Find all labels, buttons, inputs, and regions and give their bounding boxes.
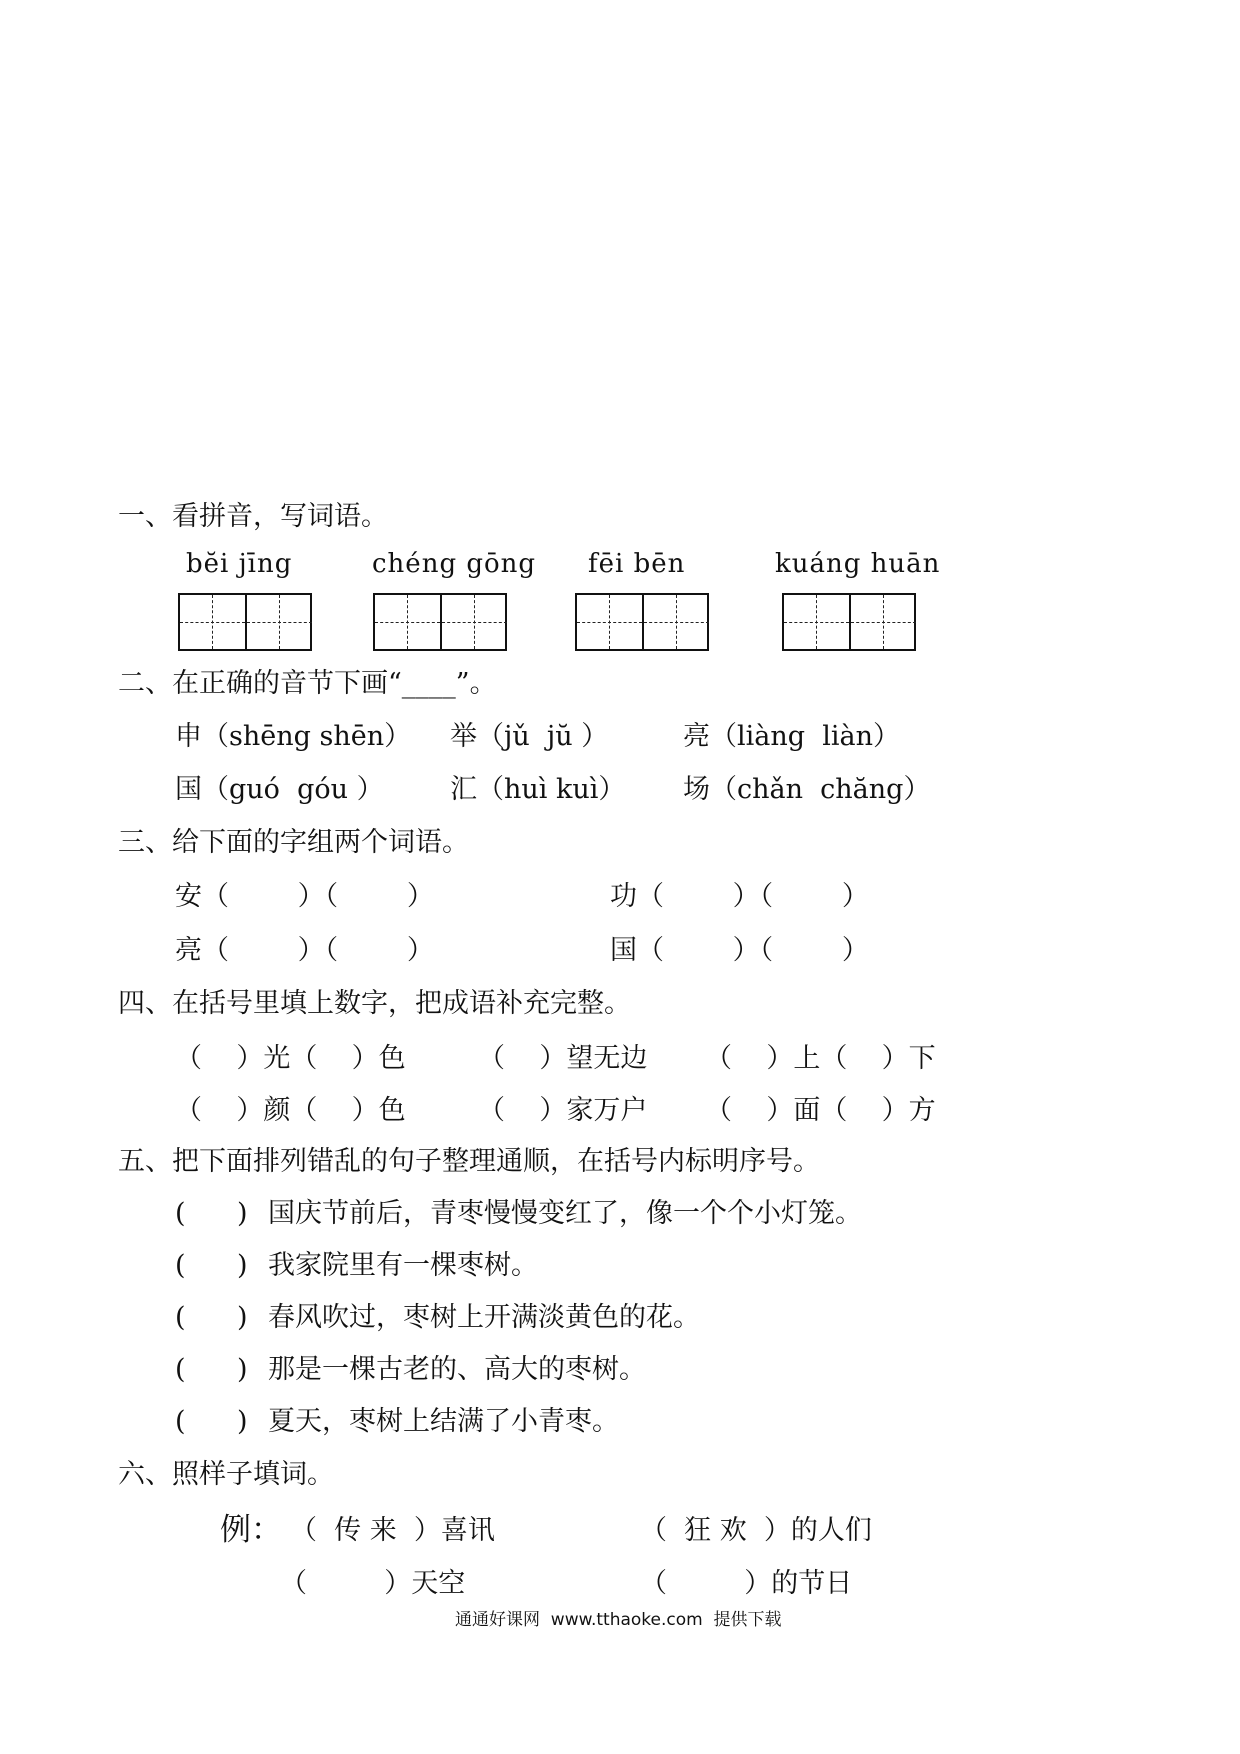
q4-item[interactable]: （ ）上（ ）下: [705, 1043, 936, 1074]
pinyin-3: fēi bēn: [588, 549, 686, 579]
example-2: （ 狂 欢 ）的人们: [640, 1515, 872, 1546]
q2-item: 举（jǔ jŭ ）: [450, 721, 609, 752]
footer-credit: 通通好课网 www.tthaoke.com 提供下载: [455, 1610, 782, 1630]
blank-2[interactable]: （ ）的节日: [640, 1568, 853, 1599]
tianzige-grid-4[interactable]: [782, 593, 916, 651]
pinyin-2: chéng gōng: [372, 549, 537, 579]
tianzige-grid-3[interactable]: [575, 593, 709, 651]
q1-title: 一、看拼音，写词语。: [118, 501, 388, 532]
tianzige-grid-2[interactable]: [373, 593, 507, 651]
q5-order-paren[interactable]: ( ): [175, 1250, 248, 1281]
q2-title: 二、在正确的音节下画“____”。: [118, 668, 497, 699]
q6-title: 六、照样子填词。: [118, 1459, 334, 1490]
pinyin-1: bĕi jīng: [186, 549, 293, 579]
q4-item[interactable]: （ ）面（ ）方: [705, 1095, 936, 1126]
q4-item[interactable]: （ ）颜（ ）色: [175, 1095, 406, 1126]
q5-order-paren[interactable]: ( ): [175, 1406, 248, 1437]
q5-order-paren[interactable]: ( ): [175, 1198, 248, 1229]
q4-item[interactable]: （ ）望无边: [478, 1043, 648, 1074]
q4-item[interactable]: （ ）光（ ）色: [175, 1043, 406, 1074]
q5-sentence: 春风吹过，枣树上开满淡黄色的花。: [268, 1302, 700, 1333]
q5-sentence: 国庆节前后，青枣慢慢变红了，像一个个小灯笼。: [268, 1198, 862, 1229]
q2-item: 汇（huì kuì）: [450, 774, 626, 805]
q3-item[interactable]: 功（ ）（ ）: [610, 881, 869, 912]
pinyin-4: kuáng huān: [775, 549, 941, 579]
q2-item: 亮（liàng liàn）: [683, 721, 900, 752]
q5-sentence: 那是一棵古老的、高大的枣树。: [268, 1354, 646, 1385]
q3-item[interactable]: 安（ ）（ ）: [175, 881, 434, 912]
q3-item[interactable]: 亮（ ）（ ）: [175, 935, 434, 966]
q5-sentence: 我家院里有一棵枣树。: [268, 1250, 538, 1281]
q2-item: 场（chǎn chăng）: [683, 774, 931, 805]
q5-order-paren[interactable]: ( ): [175, 1302, 248, 1333]
q4-title: 四、在括号里填上数字，把成语补充完整。: [118, 988, 631, 1019]
q5-order-paren[interactable]: ( ): [175, 1354, 248, 1385]
q3-item[interactable]: 国（ ）（ ）: [610, 935, 869, 966]
blank-1[interactable]: （ ）天空: [280, 1568, 466, 1599]
tianzige-grid-1[interactable]: [178, 593, 312, 651]
q2-item: 国（guó góu ）: [175, 774, 384, 805]
q4-item[interactable]: （ ）家万户: [478, 1095, 648, 1126]
q3-title: 三、给下面的字组两个词语。: [118, 827, 469, 858]
q5-title: 五、把下面排列错乱的句子整理通顺，在括号内标明序号。: [118, 1146, 820, 1177]
example-1: （ 传 来 ）喜讯: [290, 1515, 495, 1546]
example-label: 例：: [220, 1512, 282, 1548]
q5-sentence: 夏天，枣树上结满了小青枣。: [268, 1406, 619, 1437]
q2-item: 申（shēng shēn）: [175, 721, 412, 752]
